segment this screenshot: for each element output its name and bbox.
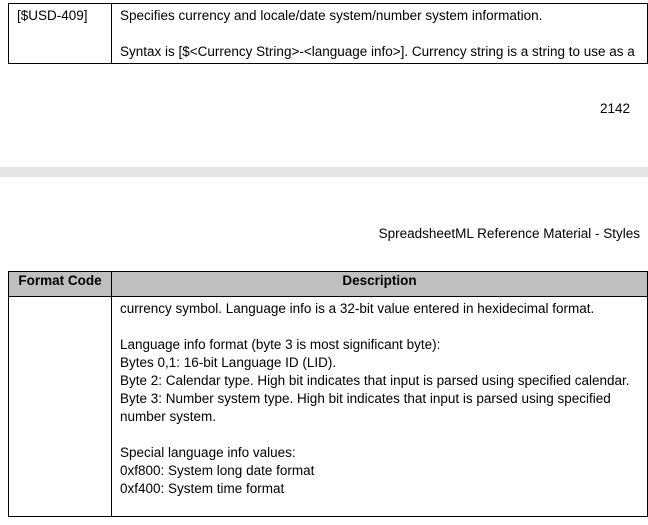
- column-header-description: Description: [112, 272, 648, 297]
- description-line: 0xf400: System time format: [120, 481, 285, 496]
- page-top: [0, 0, 648, 167]
- table-row: [9, 4, 648, 64]
- description-line: 0xf800: System long date format: [120, 463, 315, 478]
- table-row: [9, 297, 648, 517]
- description-line: Bytes 0,1: 16-bit Language ID (LID).: [120, 355, 337, 370]
- description-cell: [112, 297, 648, 517]
- description-line: Syntax is [$<Currency String>-<language info>]. Currency string is a string to use as a: [120, 44, 635, 59]
- column-header-format-code: Format Code: [9, 272, 112, 297]
- format-code-cell: [$USD-409]: [9, 4, 112, 64]
- description-line: Special language info values:: [120, 445, 296, 460]
- description-line: Specifies currency and locale/date system/number system information.: [120, 8, 543, 23]
- table-header-row: [9, 272, 648, 297]
- format-code-cell: [9, 297, 112, 517]
- format-code-table: [8, 271, 648, 517]
- description-line: currency symbol. Language info is a 32-bit value entered in hexidecimal format.: [120, 301, 595, 316]
- description-cell: [112, 4, 648, 64]
- page-number: 2142: [599, 101, 630, 116]
- description-line: Byte 2: Calendar type. High bit indicates that input is parsed using specified calendar.: [120, 373, 630, 388]
- running-header: SpreadsheetML Reference Material - Styles: [378, 226, 640, 241]
- page-separator: [0, 167, 648, 177]
- description-line: Byte 3: Number system type. High bit indicates that input is parsed using specified number system.: [120, 391, 611, 424]
- description-line: Language info format (byte 3 is most significant byte):: [120, 337, 441, 352]
- format-code-table-previous-page: [8, 3, 648, 64]
